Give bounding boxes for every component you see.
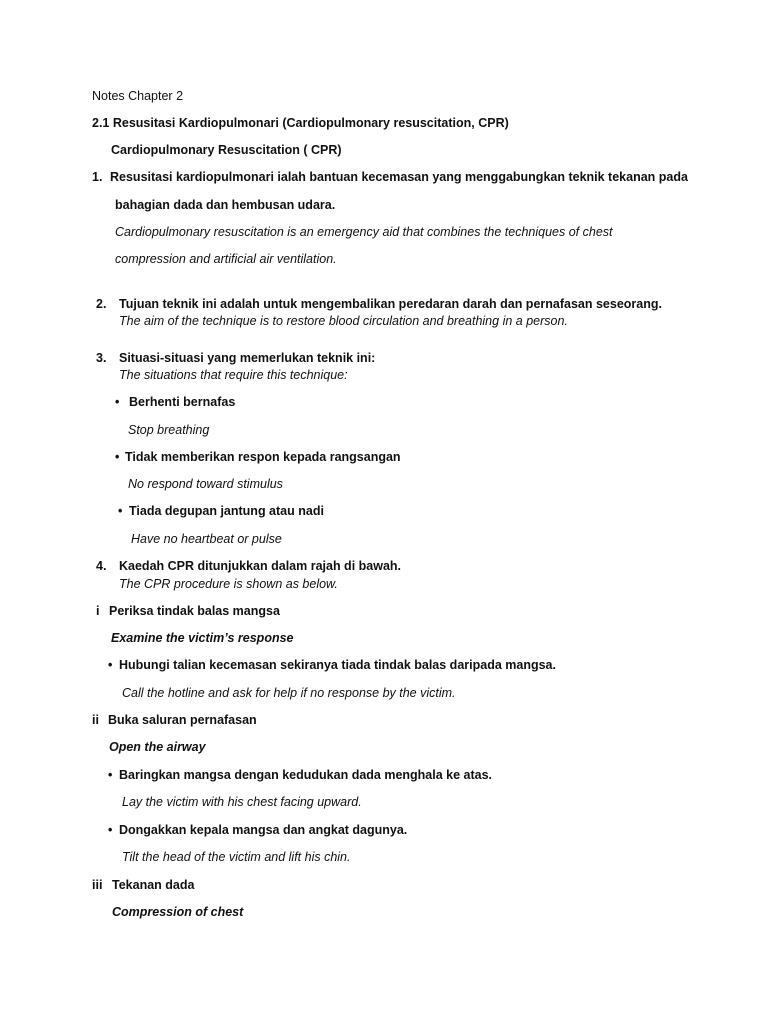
- item-2-malay: [96, 296, 662, 312]
- item-text: Situasi-situasi yang memerlukan teknik ini:: [119, 351, 376, 365]
- step-number: ii: [92, 713, 99, 727]
- item-1-english-line2: compression and artificial air ventilation.: [115, 252, 337, 266]
- bullet-lay-victim-malay: • Baringkan mangsa dengan kedudukan dada menghala ke atas.: [108, 768, 493, 782]
- step-i-english: Examine the victim’s response: [111, 631, 294, 645]
- item-3-english: The situations that require this technique:: [119, 368, 348, 382]
- step-number: i: [96, 604, 100, 618]
- bullet-tilt-head-english: Tilt the head of the victim and lift his chin.: [122, 850, 351, 864]
- bullet-no-respond-malay: • Tidak memberikan respon kepada rangsangan: [115, 450, 401, 464]
- bullet-glyph: •: [108, 823, 113, 837]
- bullet-stop-breathing-english: Stop breathing: [128, 423, 210, 437]
- bullet-tilt-head-malay: • Dongakkan kepala mangsa dan angkat dagunya.: [108, 823, 408, 837]
- item-1-english-line1: Cardiopulmonary resuscitation is an emergency aid that combines the techniques of chest: [115, 225, 613, 239]
- bullet-glyph: •: [108, 658, 113, 672]
- bullet-glyph: •: [115, 395, 120, 409]
- bullet-stop-breathing-malay: • Berhenti bernafas: [115, 395, 236, 409]
- item-number: 2.: [96, 297, 107, 311]
- step-number: iii: [92, 878, 103, 892]
- item-number: 3.: [96, 351, 107, 365]
- bullet-call-hotline-english: Call the hotline and ask for help if no response by the victim.: [122, 686, 456, 700]
- bullet-call-hotline-malay: • Hubungi talian kecemasan sekiranya tiada tindak balas daripada mangsa.: [108, 658, 556, 672]
- bullet-glyph: •: [115, 450, 120, 464]
- item-2-english: The aim of the technique is to restore blood circulation and breathing in a person.: [119, 314, 568, 328]
- item-text: Tujuan teknik ini adalah untuk mengembalikan peredaran darah dan pernafasan seseorang.: [119, 297, 662, 311]
- section-heading: 2.1 Resusitasi Kardiopulmonari (Cardiopulmonary resuscitation, CPR): [92, 116, 509, 130]
- step-iii-malay: iii Tekanan dada: [92, 878, 195, 892]
- bullet-lay-victim-english: Lay the victim with his chest facing upward.: [122, 795, 362, 809]
- bullet-no-heartbeat-malay: • Tiada degupan jantung atau nadi: [118, 504, 324, 518]
- item-4-english: The CPR procedure is shown as below.: [119, 577, 338, 591]
- item-1-malay-line1: [92, 169, 688, 185]
- item-number: 4.: [96, 559, 107, 573]
- bullet-no-heartbeat-english: Have no heartbeat or pulse: [131, 532, 282, 546]
- item-text: Resusitasi kardiopulmonari ialah bantuan kecemasan yang menggabungkan teknik tekanan pada: [110, 170, 688, 184]
- item-number: 1.: [92, 170, 103, 184]
- item-1-malay-line2: bahagian dada dan hembusan udara.: [115, 198, 336, 212]
- step-iii-english: Compression of chest: [112, 905, 244, 919]
- item-3-malay: [96, 350, 375, 366]
- bullet-glyph: •: [108, 768, 113, 782]
- item-4-malay: [96, 558, 401, 574]
- bullet-no-respond-english: No respond toward stimulus: [128, 477, 283, 491]
- bullet-glyph: •: [118, 504, 123, 518]
- subheading: Cardiopulmonary Resuscitation ( CPR): [111, 143, 342, 157]
- doc-title: Notes Chapter 2: [92, 89, 184, 103]
- item-text: Kaedah CPR ditunjukkan dalam rajah di bawah.: [119, 559, 402, 573]
- step-ii-english: Open the airway: [109, 740, 206, 754]
- step-ii-malay: ii Buka saluran pernafasan: [92, 713, 257, 727]
- step-i-malay: i Periksa tindak balas mangsa: [96, 604, 280, 618]
